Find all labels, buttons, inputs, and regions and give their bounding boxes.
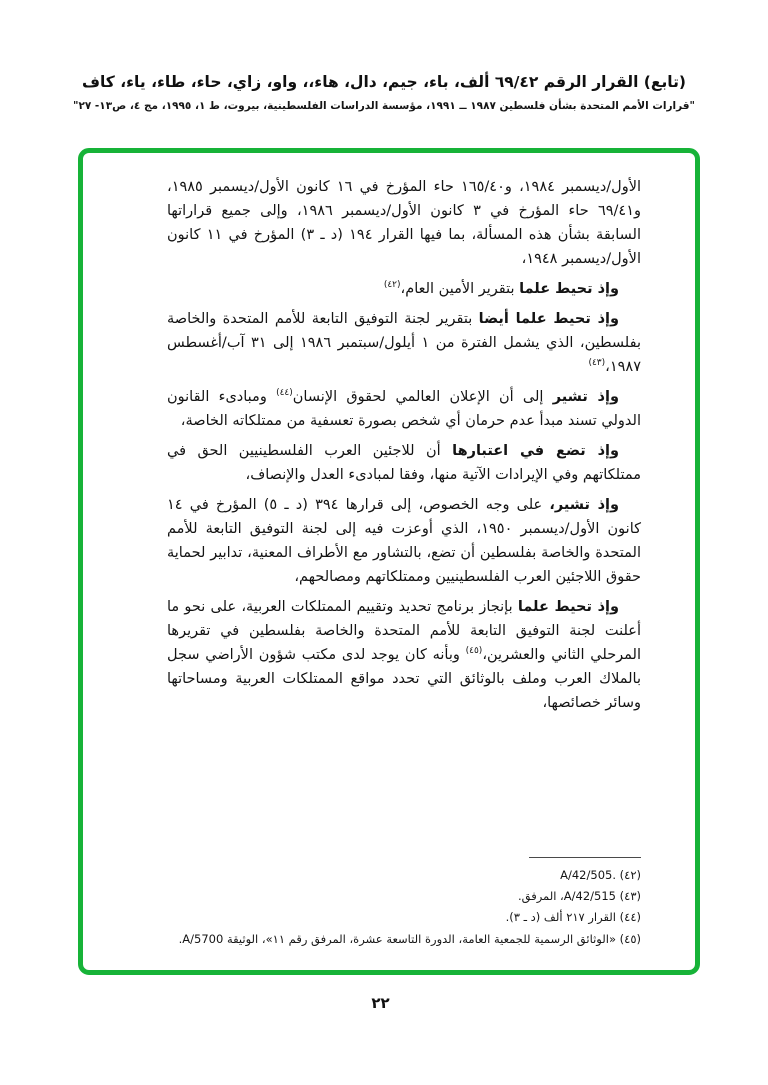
- paragraph-lead: وإذ تشير،: [549, 497, 619, 513]
- footnote-44: (٤٤) القرار ٢١٧ ألف (د ـ ٣).: [505, 910, 641, 925]
- paragraph-lead: وإذ تضع في اعتبارها: [452, 443, 619, 459]
- body-paragraph-recalling-declaration: [167, 385, 641, 433]
- paragraph-text: وبأنه كان يوجد لدى مكتب شؤون الأراضي سجل بالملاك العرب وملف بالوثائق التي تحدد مواقع الممتلكات العربية ومساحاتها وسائر خصائصها،: [167, 647, 641, 711]
- body-paragraph-continuation: [167, 175, 641, 271]
- body-paragraph-recalling-resolution-394: [167, 493, 641, 589]
- paragraph-lead: وإذ تحيط علما: [519, 281, 619, 297]
- page-header: [0, 72, 768, 112]
- paragraph-text: بتقرير الأمين العام،: [400, 281, 520, 297]
- footnote-ref-43: (٤٣): [588, 358, 606, 368]
- resolution-body: [167, 175, 641, 721]
- paragraph-lead: وإذ تشير: [552, 389, 619, 405]
- body-paragraph-noting-commission-report: [167, 307, 641, 379]
- footnote-separator: [529, 857, 641, 858]
- resolution-title: (تابع) القرار الرقم ٦٩/٤٢ ألف، باء، جيم، دال، هاء،، واو، زاي، حاء، طاء، ياء، كاف: [81, 73, 686, 91]
- footnote-ref-44: (٤٤): [276, 388, 293, 398]
- source-citation: "قرارات الأمم المتحدة بشأن فلسطين ١٩٨٧ ــ ١٩٩١، مؤسسة الدراسات الفلسطينية، بيروت، ط ١، ١٩٩٥، مج ٤، ص١٣- ٢٧": [72, 100, 696, 113]
- paragraph-text: على وجه الخصوص، إلى قرارها ٣٩٤ (د ـ ٥) المؤرخ في ١٤ كانون الأول/ديسمبر ١٩٥٠، الذي أوعزت فيه إلى لجنة التوفيق التابعة للأمم المتحدة والخاصة بفلسطين أن تضع، بالتشاور مع الأطراف المعنية، تدابير لحماية حقوق اللاجئين العرب الفلسطينيين وممتلكاتهم ومصالحهم،: [167, 497, 642, 585]
- paragraph-lead: وإذ تحيط علما أيضا: [478, 311, 619, 327]
- body-paragraph-noting-report: [167, 277, 641, 301]
- paragraph-text: بإنجاز برنامج تحديد وتقييم الممتلكات العربية، على نحو ما أعلنت لجنة التوفيق التابعة للأمم المتحدة والخاصة بفلسطين في تقريرها المرحلي الثاني والعشرين،: [167, 599, 641, 663]
- footnote-42: (٤٢) A/42/505.‎: [560, 867, 641, 882]
- paragraph-text: إلى أن الإعلان العالمي لحقوق الإنسان: [292, 389, 553, 405]
- resolution-text-box: [78, 148, 700, 975]
- body-paragraph-considering-rights: [167, 439, 641, 487]
- page-number: ٢٢: [371, 994, 390, 1012]
- paragraph-text: ومبادىء القانون الدولي تسند مبدأ عدم حرمان أي شخص بصورة تعسفية من ممتلكاته الخاصة،: [167, 389, 641, 429]
- paragraph-text: الأول/ديسمبر ١٩٨٤، و١٦٥/٤٠ حاء المؤرخ في ١٦ كانون الأول/ديسمبر ١٩٨٥، و٦٩/٤١ حاء المؤرخ في ٣ كانون الأول/ديسمبر ١٩٨٦، وإلى جميع قراراتها السابقة بشأن هذه المسألة، بما فيها القرار ١٩٤ (د ـ ٣) المؤرخ في ١١ كانون الأول/ديسمبر ١٩٤٨،: [167, 179, 642, 267]
- footnote-ref-42: (٤٢): [383, 280, 401, 290]
- footnote-45: (٤٥) «الوثائق الرسمية للجمعية العامة، الدورة التاسعة عشرة، المرفق رقم ١١»، الوثيقة A/5700.: [178, 931, 641, 946]
- body-paragraph-noting-programme: [167, 595, 641, 715]
- footnote-ref-45: (٤٥): [465, 646, 483, 656]
- footnotes-section: [167, 857, 641, 950]
- paragraph-text: أن للاجئين العرب الفلسطينيين الحق في ممتلكاتهم وفي الإيرادات الآتية منها، وفقا لمبادىء العدل والإنصاف،: [167, 443, 641, 483]
- footnote-43: (٤٣) A/42/515، المرفق.: [517, 889, 641, 904]
- paragraph-lead: وإذ تحيط علما: [517, 599, 619, 615]
- page-footer: [0, 993, 768, 1012]
- paragraph-text: بتقرير لجنة التوفيق التابعة للأمم المتحدة والخاصة بفلسطين، الذي يشمل الفترة من ١ أيلول/سبتمبر ١٩٨٦ إلى ٣١ آب/أغسطس ١٩٨٧،: [167, 311, 641, 375]
